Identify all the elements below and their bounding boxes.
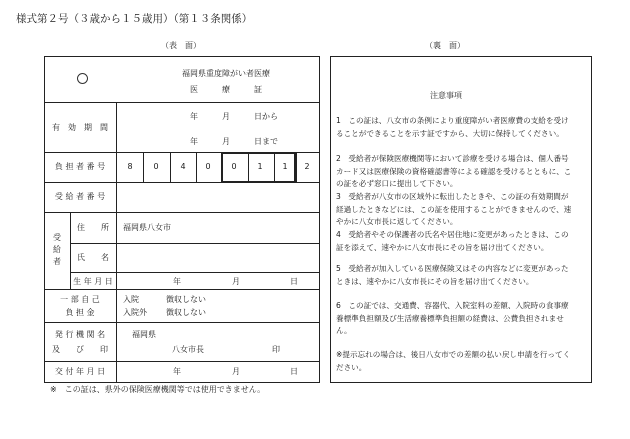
recipient-number-label: 受 給 者 番 号 — [54, 192, 106, 201]
dob-year: 年 — [173, 277, 181, 286]
copay-label-2: 負 担 金 — [65, 308, 95, 317]
address-value: 福岡県八女市 — [123, 223, 171, 232]
copay-inpatient-value: 徴収しない — [166, 295, 206, 304]
note-item: 2 受給者が保険医療機関等において診療を受ける場合は、個人番号カード又は医療保険の資格確認書等による確認を受けるとともに、この証を必ず窓口に提出して下さい。 — [336, 154, 572, 189]
note-item: 4 受給者やその保護者の氏名や居住地に変更があったときは、この証を添えて、速やかに八女市長にその旨を届け出てください。 — [336, 230, 569, 252]
dob-label: 生 年 月 日 — [73, 277, 113, 286]
notice-title: 注意事項 — [430, 91, 462, 100]
card-name: 医 療 証 — [190, 85, 262, 94]
payer-digit: 0 — [231, 162, 237, 171]
copay-label-1: 一 部 自 己 — [60, 295, 100, 304]
validity-from: 年 月 日から — [190, 112, 278, 121]
issue-date-label: 交 付 年 月 日 — [54, 367, 106, 376]
back-heading: （裏 面） — [425, 41, 465, 50]
payer-digit: 0 — [205, 162, 211, 171]
note-item: 3 受給者が八女市の区域外に転出したときや、この証の有効期間が経過したときなどには、この証を使用することができませんので、速やかに八女市長に返してください。 — [336, 192, 572, 227]
issuer-mayor: 八女市長 — [172, 345, 204, 354]
copay-inpatient-label: 入院 — [123, 295, 139, 304]
copay-outpatient-label: 入院外 — [123, 308, 147, 317]
form-title: 様式第２号（３歳から１５歳用）（第１３条関係） — [16, 13, 253, 25]
front-heading: （表 面） — [161, 41, 201, 50]
issuer-seal: 印 — [272, 345, 280, 354]
dob-day: 日 — [290, 277, 298, 286]
payer-digit: 4 — [180, 162, 186, 171]
issue-day: 日 — [290, 367, 298, 376]
issue-year: 年 — [173, 367, 181, 376]
closing-note: ※提示忘れの場合は、後日八女市での差額の払い戻し申請を行ってください。 — [336, 350, 571, 372]
address-label: 住 所 — [77, 223, 109, 232]
validity-to: 年 月 日まで — [190, 137, 278, 146]
note-item: 1 この証は、八女市の条例により重度障がい者医療費の支給を受けることができることを示す証ですから、大切に保持してください。 — [336, 116, 569, 138]
recipient-group-label: 受 給 者 — [53, 233, 61, 266]
payer-digit: 0 — [153, 162, 159, 171]
payer-digit: 1 — [257, 162, 263, 171]
front-footnote: ※ この証は、県外の保険医療機関等では使用できません。 — [50, 385, 266, 394]
validity-label: 有 効 期 間 — [52, 123, 108, 132]
note-item: 6 この証では、交通費、容器代、入院室料の差額、入院時の食事療養標準負担額及び生活療養標準負担額の経費は、公費負担されません。 — [336, 301, 569, 336]
note-item: 5 受給者が加入している医療保険又はその内容などに変更があったときは、速やかに八女市長にその旨を届け出てください。 — [336, 264, 569, 286]
dob-month: 月 — [232, 277, 240, 286]
org-name: 福岡県重度障がい者医療 — [182, 69, 270, 78]
payer-digit: 1 — [282, 162, 288, 171]
issuer-label-2: 及 び 印 — [52, 345, 108, 354]
copay-outpatient-value: 徴収しない — [166, 308, 206, 317]
payer-digit: 2 — [304, 162, 310, 171]
issue-month: 月 — [232, 367, 240, 376]
name-label: 氏 名 — [77, 253, 109, 262]
seal-mark-icon — [77, 73, 88, 84]
payer-digit: 8 — [127, 162, 133, 171]
issuer-prefecture: 福岡県 — [132, 330, 156, 339]
payer-number-label: 負 担 者 番 号 — [54, 162, 106, 171]
issuer-label-1: 発 行 機 関 名 — [54, 330, 106, 339]
